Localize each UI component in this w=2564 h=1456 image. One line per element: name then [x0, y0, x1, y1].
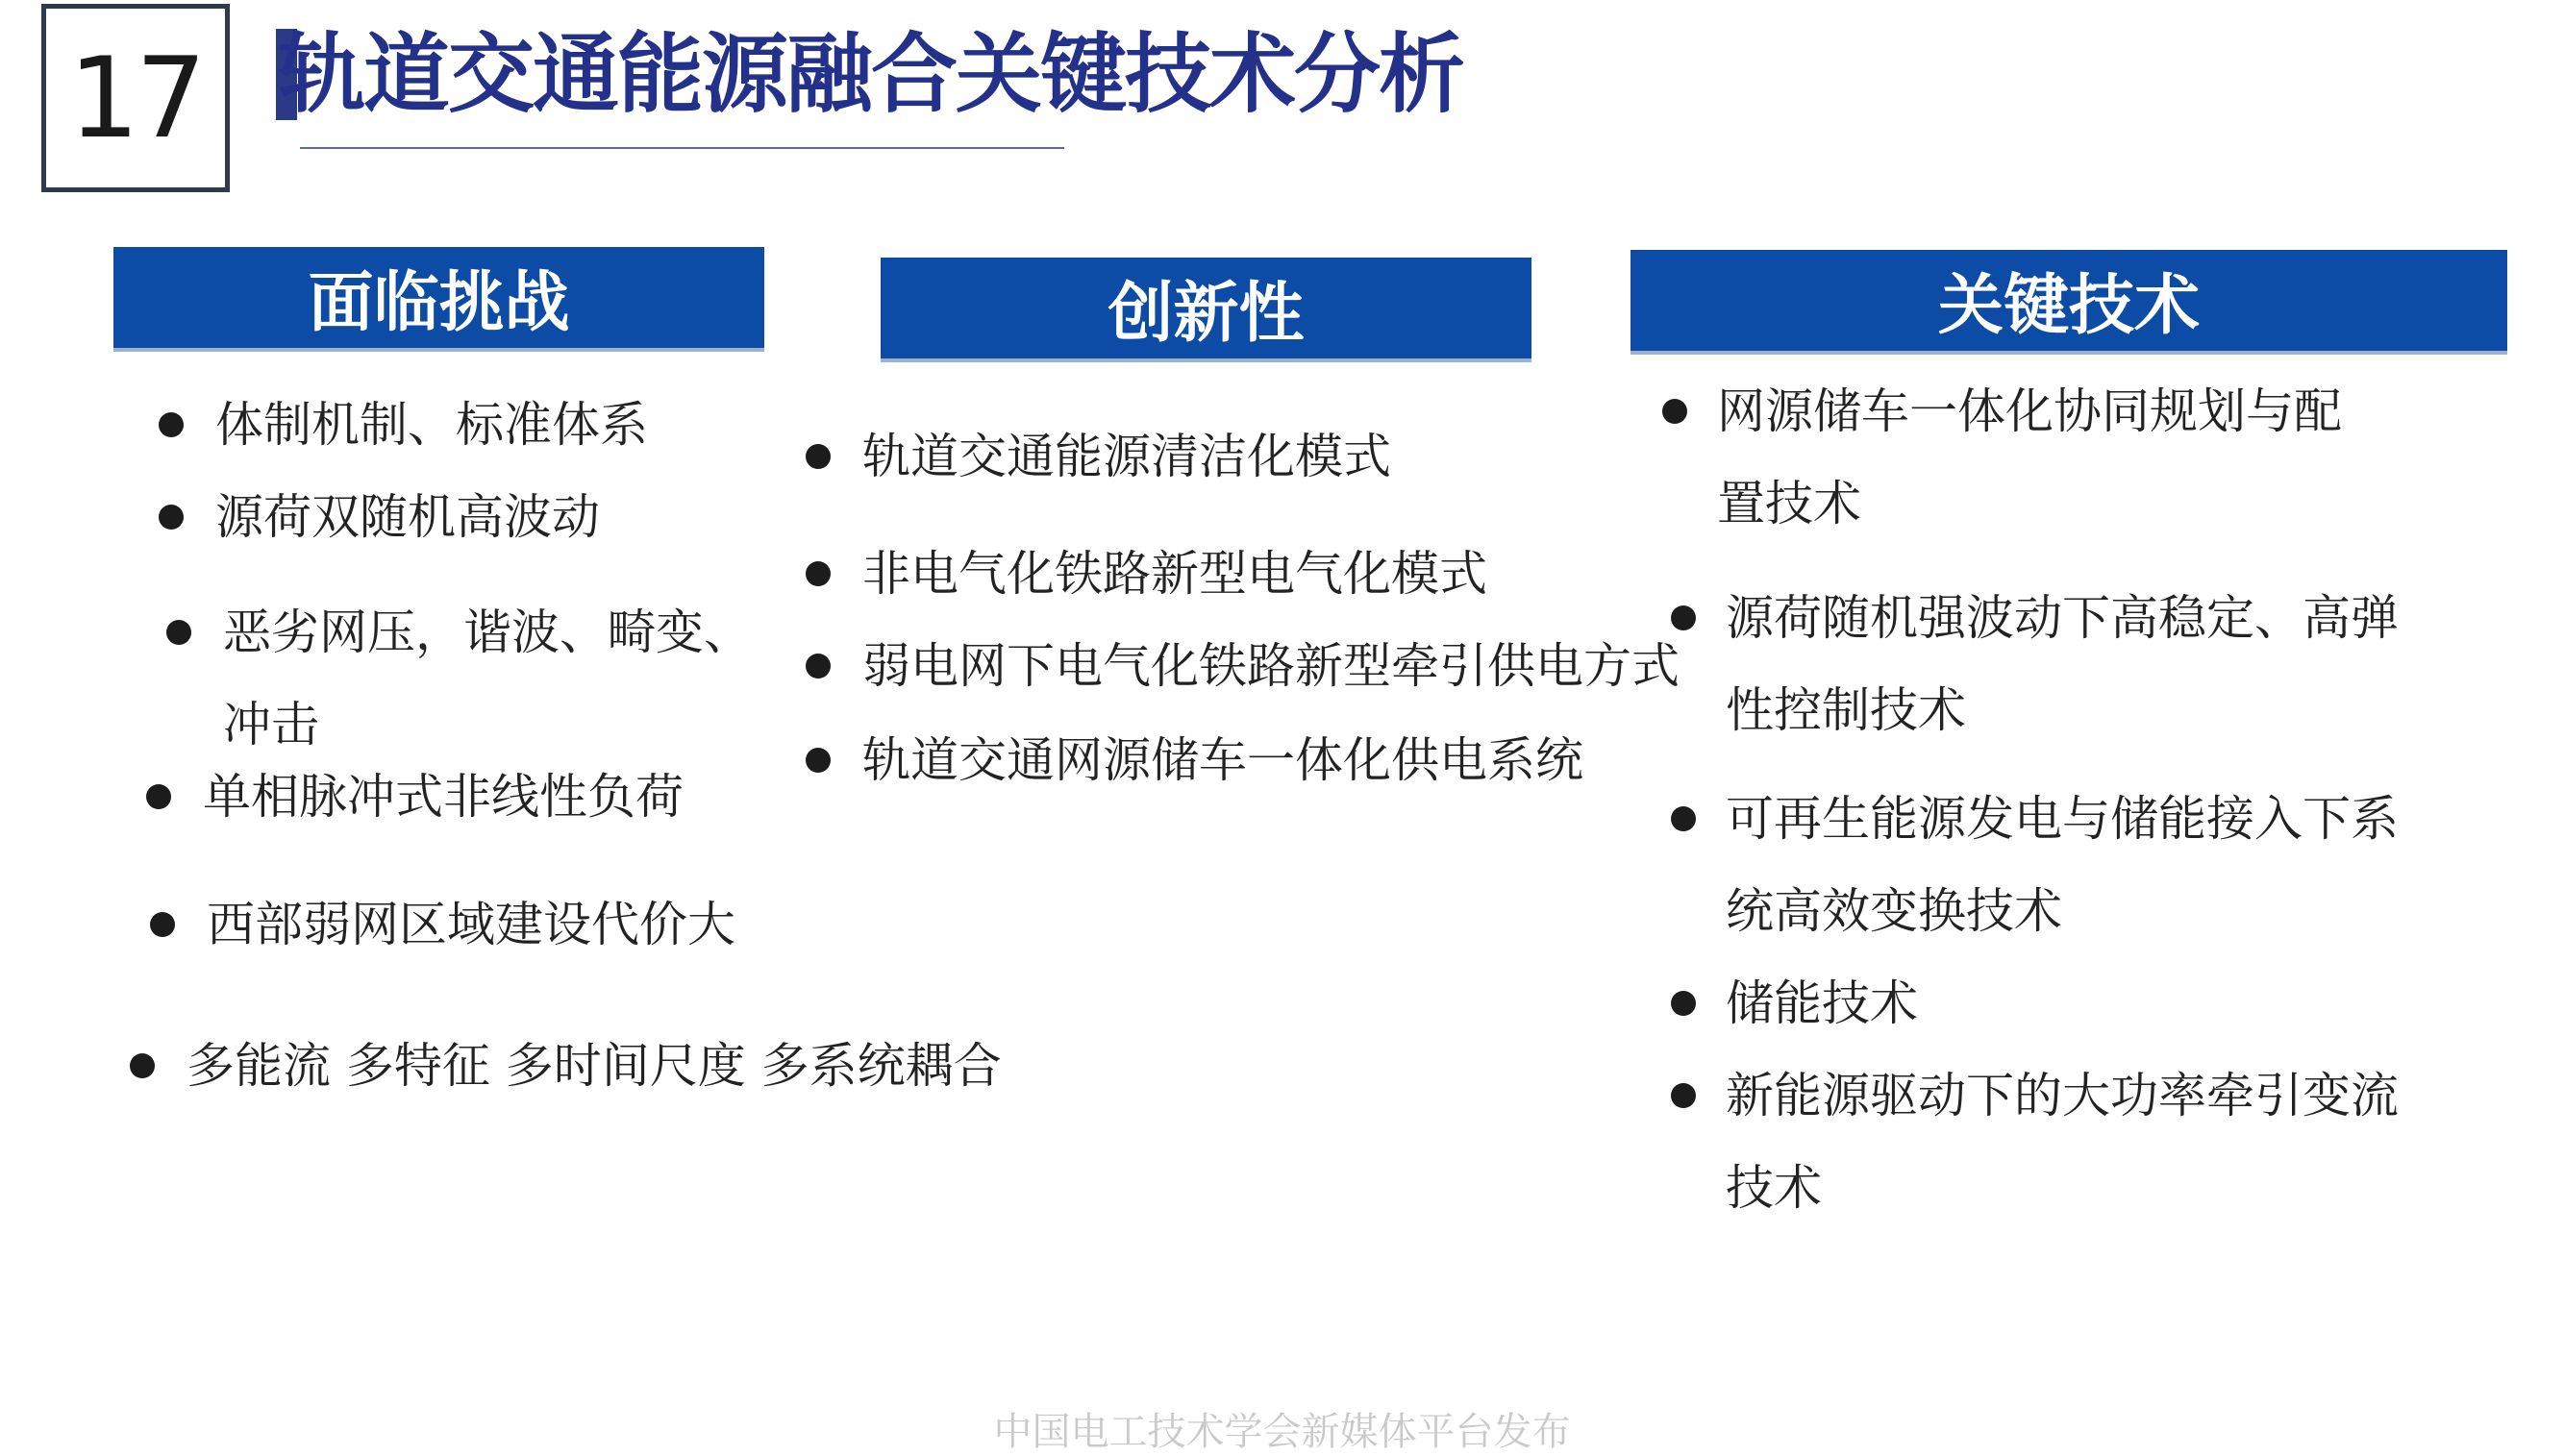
bullet-dot — [159, 412, 184, 437]
innovation-item: 非电气化铁路新型电气化模式 — [862, 546, 1487, 602]
header-innovation: 创新性 — [881, 258, 1531, 358]
bullet-dot — [1671, 991, 1696, 1016]
bullet-dot — [150, 912, 175, 937]
bullet-dot — [130, 1053, 155, 1078]
key-tech-item: 储能技术 — [1726, 975, 1918, 1031]
innovation-item: 轨道交通能源清洁化模式 — [862, 429, 1391, 484]
bullet-dot — [1671, 806, 1696, 831]
bullet-dot — [1671, 605, 1696, 630]
key-tech-item-continuation: 性控制技术 — [1726, 682, 1966, 738]
slide-number: 17 — [41, 4, 230, 192]
innovation-item: 弱电网下电气化铁路新型牵引供电方式 — [862, 638, 1680, 694]
bullet-dot — [806, 444, 831, 469]
bullet-dot — [806, 654, 831, 679]
challenge-item: 单相脉冲式非线性负荷 — [203, 769, 684, 825]
key-tech-item-continuation: 置技术 — [1717, 476, 1861, 531]
footer-watermark: 中国电工技术学会新媒体平台发布 — [993, 1410, 1571, 1454]
challenge-item: 源荷双随机高波动 — [215, 489, 600, 545]
bullet-dot — [159, 505, 184, 530]
challenge-item: 多能流 多特征 多时间尺度 多系统耦合 — [187, 1038, 1002, 1094]
challenge-item: 体制机制、标准体系 — [215, 397, 648, 453]
bullet-dot — [806, 561, 831, 586]
key-tech-item-continuation: 统高效变换技术 — [1726, 883, 2062, 939]
bullet-dot — [1662, 399, 1687, 424]
bullet-dot — [1671, 1083, 1696, 1108]
key-tech-item: 可再生能源发电与储能接入下系 — [1726, 791, 2399, 847]
key-tech-item-continuation: 技术 — [1726, 1160, 1822, 1216]
header-challenges: 面临挑战 — [113, 247, 764, 348]
bullet-dot — [806, 748, 831, 773]
challenge-item: 恶劣网压，谐波、畸变、 — [223, 605, 752, 660]
key-tech-item: 网源储车一体化协同规划与配 — [1717, 383, 2342, 439]
key-tech-item: 源荷随机强波动下高稳定、高弹 — [1726, 590, 2399, 646]
header-key-tech: 关键技术 — [1631, 250, 2507, 351]
challenge-item-continuation: 冲击 — [223, 697, 319, 753]
bullet-dot — [146, 784, 171, 809]
title-underline — [300, 147, 1064, 149]
page-title: 轨道交通能源融合关键技术分析 — [279, 24, 1463, 125]
innovation-item: 轨道交通网源储车一体化供电系统 — [862, 732, 1583, 788]
challenge-item: 西部弱网区域建设代价大 — [207, 897, 735, 952]
key-tech-item: 新能源驱动下的大功率牵引变流 — [1726, 1068, 2399, 1123]
bullet-dot — [166, 620, 191, 645]
